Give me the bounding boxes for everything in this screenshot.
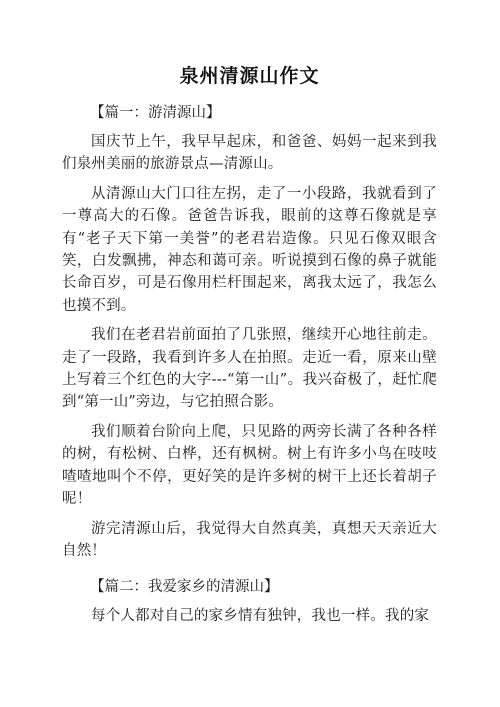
document-title: 泉州清源山作文 [179,65,320,87]
paragraph: 游完清源山后，我觉得大自然真美，真想天天亲近大自然！ [62,520,437,559]
section-1 [62,102,437,562]
paragraph: 从清源山大门口往左拐，走了一小段路，我就看到了一尊高大的石像。爸爸告诉我，眼前的这尊石像就是享有“老子天下第一美誉”的老君岩造像。只见石像双眼含笑，白发飘拂，神态和蔼可亲。听说摸到石像的鼻子就能长命百岁，可是石像用栏杆围起来，离我太远了，我怎么也摸不到。 [62,185,437,314]
section-2 [62,576,437,627]
paragraph: 每个人都对自己的家乡情有独钟，我也一样。我的家 [91,608,430,625]
document-page [62,0,437,628]
paragraph: 国庆节上午，我早早起床，和爸爸、妈妈一起来到我们泉州美丽的旅游景点—清源山。 [62,134,437,173]
section-heading: 【篇一：游清源山】 [90,105,221,121]
paragraph: 我们在老君岩前面拍了几张照，继续开心地往前走。走了一段路，我看到许多人在拍照。走近一看，原来山壁上写着三个红色的大字---“第一山”。我兴奋极了，赶忙爬到“第一山”旁边，与它拍照合影。 [62,327,437,411]
section-heading: 【篇二：我爱家乡的清源山】 [90,579,279,596]
paragraph: 我们顺着台阶向上爬，只见路的两旁长满了各种各样的树，有松树、白桦，还有枫树。树上有许多小鸟在吱吱喳喳地叫个不停，更好笑的是许多树的树干上还长着胡子呢！ [62,423,437,508]
